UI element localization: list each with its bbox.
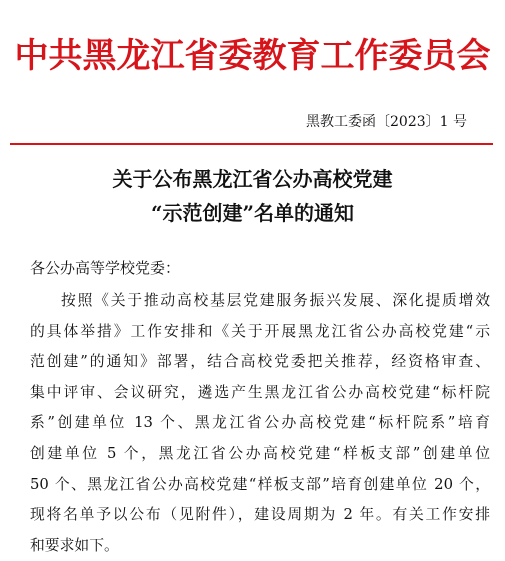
body-line: 现将名单予以公布（见附件），建设周期为 2 年。有关工作安排	[30, 506, 490, 524]
body-line: 50 个、黑龙江省公办高校党建“样板支部”培育创建单位 20 个，	[30, 475, 490, 493]
body-line: 和要求如下。	[30, 536, 119, 554]
red-divider-line	[10, 143, 493, 145]
body-line: 的具体举措》工作安排和《关于开展黑龙江省公办高校党建“示	[30, 322, 490, 340]
body-line: 按照《关于推动高校基层党建服务振兴发展、深化提质增效	[61, 292, 490, 309]
document-title-line-1: 关于公布黑龙江省公办高校党建	[112, 167, 393, 191]
body-paragraph	[30, 286, 490, 561]
body-line: 系”创建单位 13 个、黑龙江省公办高校党建“标杆院系”培育	[30, 414, 490, 432]
body-line: 范创建”的通知》部署，结合高校党委把关推荐，经资格审查、	[30, 353, 490, 371]
issuer-header: 中共黑龙江省委教育工作委员会	[14, 36, 491, 76]
document-title-line-2: “示范创建”名单的通知	[150, 201, 354, 225]
body-line: 集中评审、会议研究，遴选产生黑龙江省公办高校党建“标杆院	[30, 383, 490, 401]
document-number: 黑教工委函〔2023〕1 号	[306, 114, 467, 130]
salutation: 各公办高等学校党委：	[30, 259, 181, 277]
body-line: 创建单位 5 个，黑龙江省公办高校党建“样板支部”创建单位	[30, 444, 490, 462]
